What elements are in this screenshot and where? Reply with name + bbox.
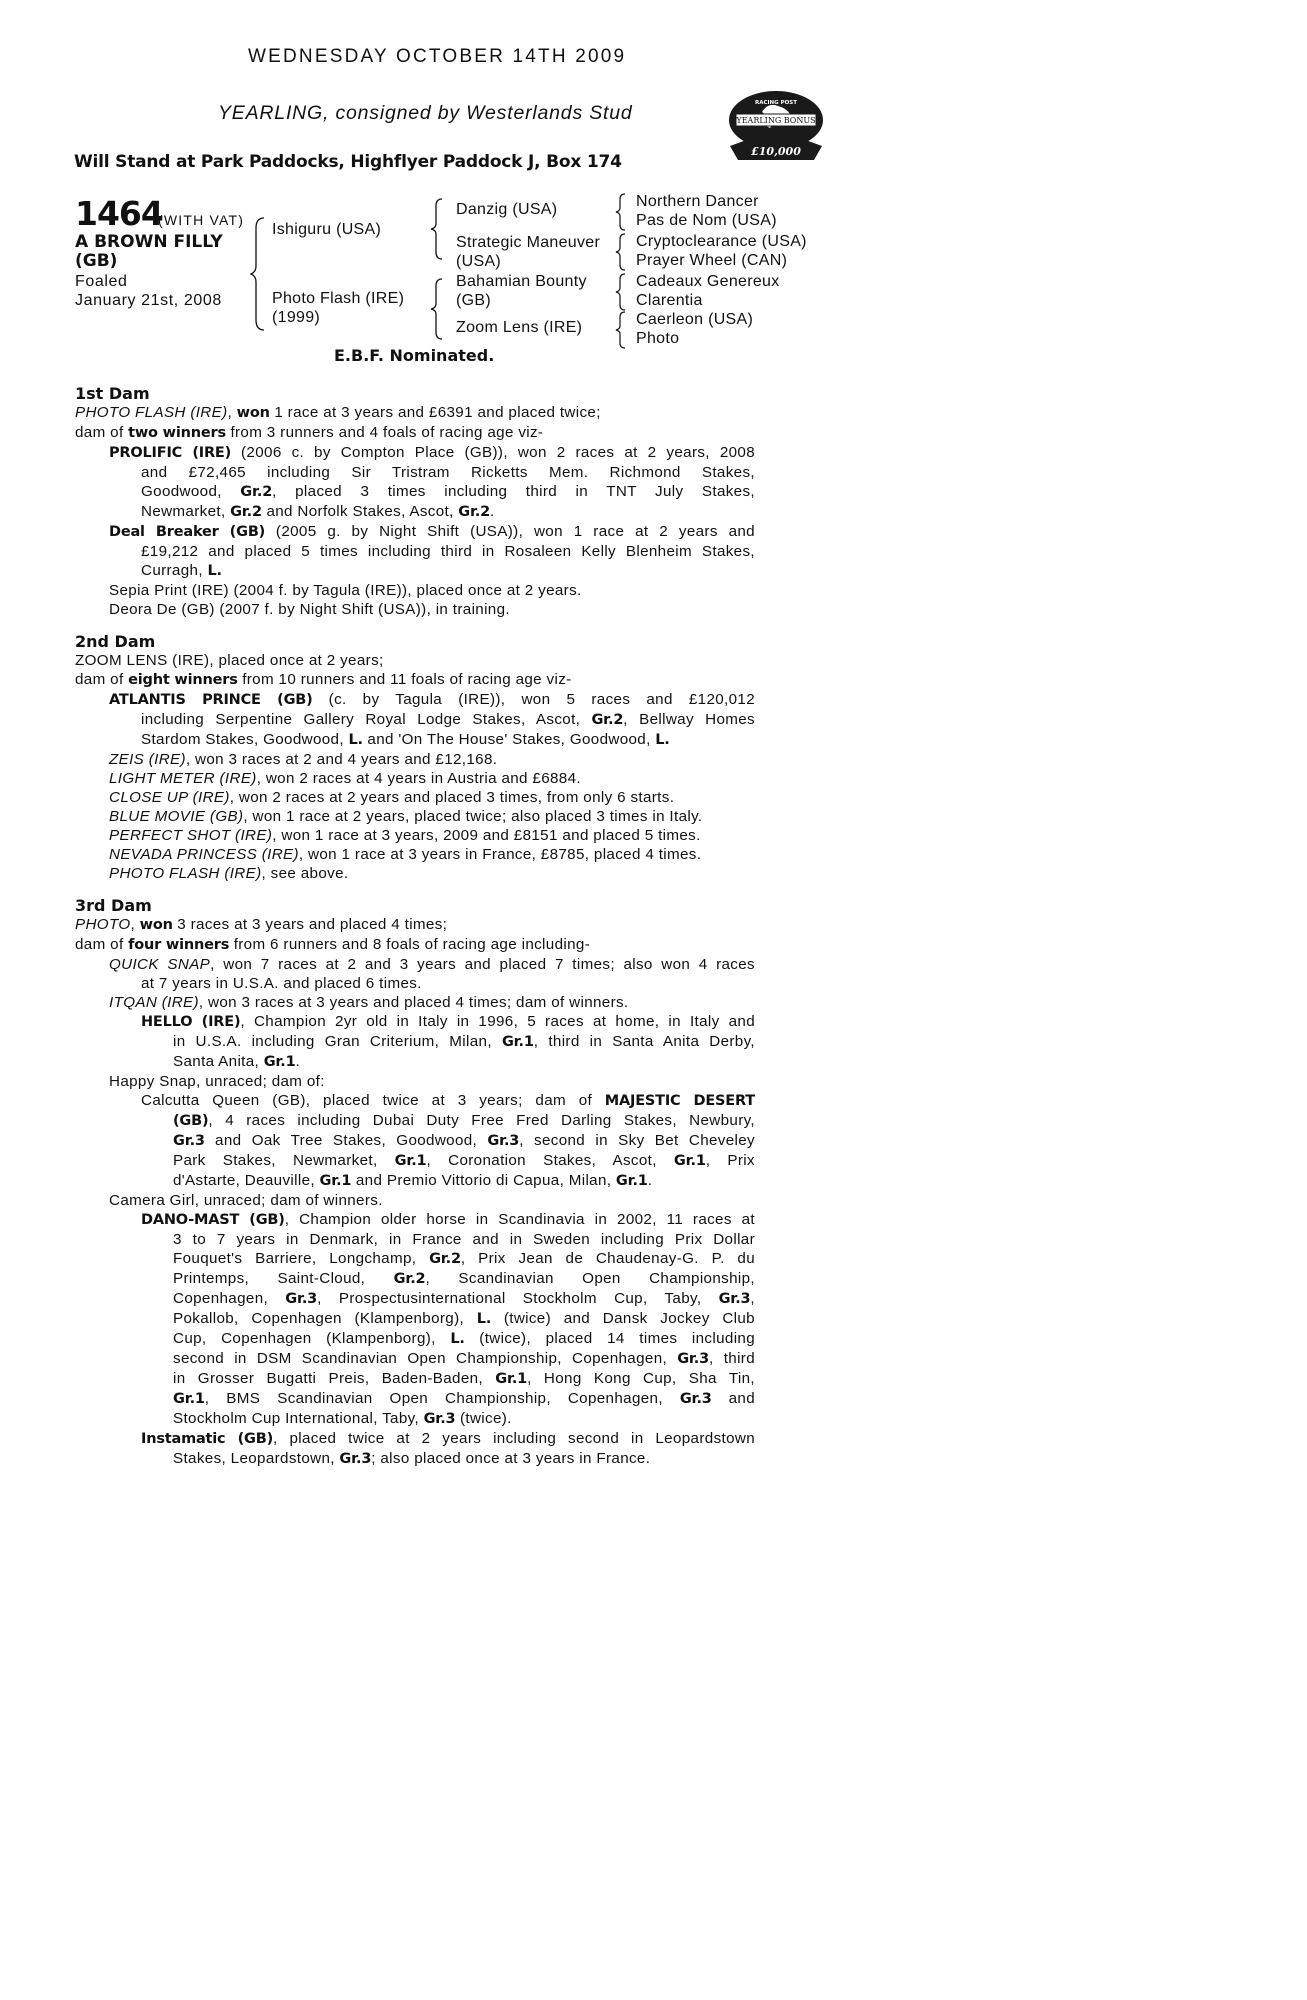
lot-description (75, 233, 223, 271)
second-dam-heading: 2nd Dam (75, 632, 156, 651)
vat-note: (WITH VAT) (158, 212, 245, 228)
dd-brace-icon (614, 310, 630, 350)
first-dam-produce: Deora De (GB) (2007 f. by Night Shift (USA)), in training. (109, 601, 510, 618)
ebf-nominated: E.B.F. Nominated. (334, 346, 495, 365)
first-dam-produce: Newmarket, Gr.2 and Norfolk Stakes, Ascot, Gr.2. (141, 503, 495, 520)
third-dam-produce: Copenhagen, Gr.3, Prospectusinternational Stockholm Cup, Taby, Gr.3, (173, 1290, 755, 1307)
ss-brace-icon (614, 192, 630, 232)
sire-dam-brace-icon (250, 214, 272, 334)
third-dam-produce: 3 to 7 years in Denmark, in France and in Sweden including Prix Dollar (173, 1231, 755, 1248)
third-dam-produce: in U.S.A. including Gran Criterium, Milan, Gr.1, third in Santa Anita Derby, (173, 1033, 755, 1050)
first-dam-produce: Curragh, L. (141, 562, 222, 579)
sd-brace-icon (614, 232, 630, 272)
third-dam-heading: 3rd Dam (75, 896, 152, 915)
yearling-bonus-logo-icon (722, 90, 830, 168)
pedigree-gen3-4: Caerleon (USA) Photo (636, 311, 754, 347)
stand-location: Will Stand at Park Paddocks, Highflyer Paddock J, Box 174 (74, 152, 622, 172)
second-dam-line: ZOOM LENS (IRE), placed once at 2 years; (75, 652, 384, 669)
sale-date: WEDNESDAY OCTOBER 14TH 2009 (248, 46, 627, 67)
lot-description-line-2: (GB) (75, 251, 118, 271)
third-dam-produce: second in DSM Scandinavian Open Championship, Copenhagen, Gr.3, third (173, 1350, 755, 1367)
third-dam-produce: Instamatic (GB), placed twice at 2 years including second in Leopardstown (141, 1430, 755, 1447)
first-dam-line: PHOTO FLASH (IRE), won 1 race at 3 years and £6391 and placed twice; (75, 404, 601, 421)
foaled-label: Foaled (75, 273, 128, 290)
third-dam-produce: ITQAN (IRE), won 3 races at 3 years and placed 4 times; dam of winners. (109, 994, 629, 1011)
yearling-bonus-badge (722, 90, 830, 168)
third-dam-produce: Stakes, Leopardstown, Gr.3; also placed once at 3 years in France. (173, 1450, 651, 1467)
third-dam-produce: Calcutta Queen (GB), placed twice at 3 years; dam of MAJESTIC DESERT (141, 1092, 755, 1109)
pedigree-dam: Photo Flash (IRE) (1999) (272, 290, 405, 326)
pedigree-gen3-2: Cryptoclearance (USA) Prayer Wheel (CAN) (636, 233, 807, 269)
consignor-line: YEARLING, consigned by Westerlands Stud (218, 102, 633, 124)
pedigree-sire: Ishiguru (USA) (272, 221, 382, 238)
first-dam-heading: 1st Dam (75, 384, 150, 403)
foaled-date: January 21st, 2008 (75, 292, 222, 309)
third-dam-produce: d'Astarte, Deauville, Gr.1 and Premio Vittorio di Capua, Milan, Gr.1. (173, 1172, 653, 1189)
first-dam-produce: Deal Breaker (GB) (2005 g. by Night Shift (USA)), won 1 race at 2 years and (109, 523, 755, 540)
pedigree-dam-dam: Zoom Lens (IRE) (456, 319, 583, 336)
third-dam-produce: Santa Anita, Gr.1. (173, 1053, 301, 1070)
dam-line-brace-icon (430, 276, 448, 342)
second-dam-produce: BLUE MOVIE (GB), won 1 race at 2 years, placed twice; also placed 3 times in Italy. (109, 808, 703, 825)
svg-text:YEARLING BONUS: YEARLING BONUS (736, 116, 816, 125)
lot-description-line-1: A BROWN FILLY (75, 232, 223, 252)
third-dam-produce: Fouquet's Barriere, Longchamp, Gr.2, Prix Jean de Chaudenay-G. P. du (173, 1250, 755, 1267)
third-dam-produce: Park Stakes, Newmarket, Gr.1, Coronation Stakes, Ascot, Gr.1, Prix (173, 1152, 755, 1169)
second-dam-line: dam of eight winners from 10 runners and 11 foals of racing age viz- (75, 671, 572, 688)
second-dam-produce: including Serpentine Gallery Royal Lodge Stakes, Ascot, Gr.2, Bellway Homes (141, 711, 755, 728)
third-dam-section (75, 896, 755, 1469)
second-dam-produce: LIGHT METER (IRE), won 2 races at 4 years in Austria and £6884. (109, 770, 581, 787)
third-dam-produce: Camera Girl, unraced; dam of winners. (109, 1192, 383, 1209)
second-dam-produce: ATLANTIS PRINCE (GB) (c. by Tagula (IRE)), won 5 races and £120,012 (109, 691, 755, 708)
pedigree-gen3-1: Northern Dancer Pas de Nom (USA) (636, 193, 777, 229)
svg-text:RACING POST: RACING POST (754, 100, 798, 106)
first-dam-produce: Sepia Print (IRE) (2004 f. by Tagula (IRE)), placed once at 2 years. (109, 582, 582, 599)
third-dam-produce: Cup, Copenhagen (Klampenborg), L. (twice), placed 14 times including (173, 1330, 756, 1347)
third-dam-produce: Gr.1, BMS Scandinavian Open Championship, Copenhagen, Gr.3 and (173, 1390, 755, 1407)
second-dam-produce: ZEIS (IRE), won 3 races at 2 and 4 years and £12,168. (109, 751, 498, 768)
third-dam-produce: QUICK SNAP, won 7 races at 2 and 3 years and placed 7 times; also won 4 races (109, 956, 755, 973)
third-dam-produce: (GB), 4 races including Dubai Duty Free Fred Darling Stakes, Newbury, (173, 1112, 755, 1129)
svg-text:£10,000: £10,000 (751, 145, 801, 158)
third-dam-produce: Gr.3 and Oak Tree Stakes, Goodwood, Gr.3, second in Sky Bet Cheveley (173, 1132, 755, 1149)
pedigree-sire-sire: Danzig (USA) (456, 201, 558, 218)
lot-number: 1464 (75, 194, 163, 233)
third-dam-produce: DANO-MAST (GB), Champion older horse in Scandinavia in 2002, 11 races at (141, 1211, 755, 1228)
first-dam-produce: Goodwood, Gr.2, placed 3 times including third in TNT July Stakes, (141, 483, 755, 500)
first-dam-produce: £19,212 and placed 5 times including third in Rosaleen Kelly Blenheim Stakes, (141, 543, 755, 560)
first-dam-produce: and £72,465 including Sir Tristram Ricketts Mem. Richmond Stakes, (141, 464, 755, 481)
third-dam-produce: HELLO (IRE), Champion 2yr old in Italy in 1996, 5 races at home, in Italy and (141, 1013, 755, 1030)
third-dam-line: PHOTO, won 3 races at 3 years and placed 4 times; (75, 916, 448, 933)
third-dam-line: dam of four winners from 6 runners and 8 foals of racing age including- (75, 936, 591, 953)
second-dam-produce: Stardom Stakes, Goodwood, L. and 'On The House' Stakes, Goodwood, L. (141, 731, 670, 748)
second-dam-produce: PHOTO FLASH (IRE), see above. (109, 865, 349, 882)
second-dam-produce: NEVADA PRINCESS (IRE), won 1 race at 3 years in France, £8785, placed 4 times. (109, 846, 702, 863)
pedigree-dam-sire: Bahamian Bounty (GB) (456, 273, 587, 309)
pedigree-gen3-3: Cadeaux Genereux Clarentia (636, 273, 780, 309)
third-dam-produce: Printemps, Saint-Cloud, Gr.2, Scandinavian Open Championship, (173, 1270, 755, 1287)
second-dam-produce: CLOSE UP (IRE), won 2 races at 2 years and placed 3 times, from only 6 starts. (109, 789, 675, 806)
first-dam-produce: PROLIFIC (IRE) (2006 c. by Compton Place (GB)), won 2 races at 2 years, 2008 (109, 444, 756, 461)
third-dam-produce: in Grosser Bugatti Preis, Baden-Baden, Gr.1, Hong Kong Cup, Sha Tin, (173, 1370, 755, 1387)
second-dam-produce: PERFECT SHOT (IRE), won 1 race at 3 years, 2009 and £8151 and placed 5 times. (109, 827, 701, 844)
third-dam-produce: at 7 years in U.S.A. and placed 6 times. (141, 975, 422, 992)
third-dam-produce: Stockholm Cup International, Taby, Gr.3 (twice). (173, 1410, 512, 1427)
second-dam-section (75, 632, 755, 883)
third-dam-produce: Happy Snap, unraced; dam of: (109, 1073, 325, 1090)
pedigree-sire-dam: Strategic Maneuver (USA) (456, 234, 601, 270)
ds-brace-icon (614, 272, 630, 312)
first-dam-section (75, 384, 755, 619)
third-dam-produce: Pokallob, Copenhagen (Klampenborg), L. (twice) and Dansk Jockey Club (173, 1310, 755, 1327)
foaled-info (75, 272, 222, 310)
sire-line-brace-icon (430, 196, 448, 262)
first-dam-line: dam of two winners from 3 runners and 4 foals of racing age viz- (75, 424, 544, 441)
